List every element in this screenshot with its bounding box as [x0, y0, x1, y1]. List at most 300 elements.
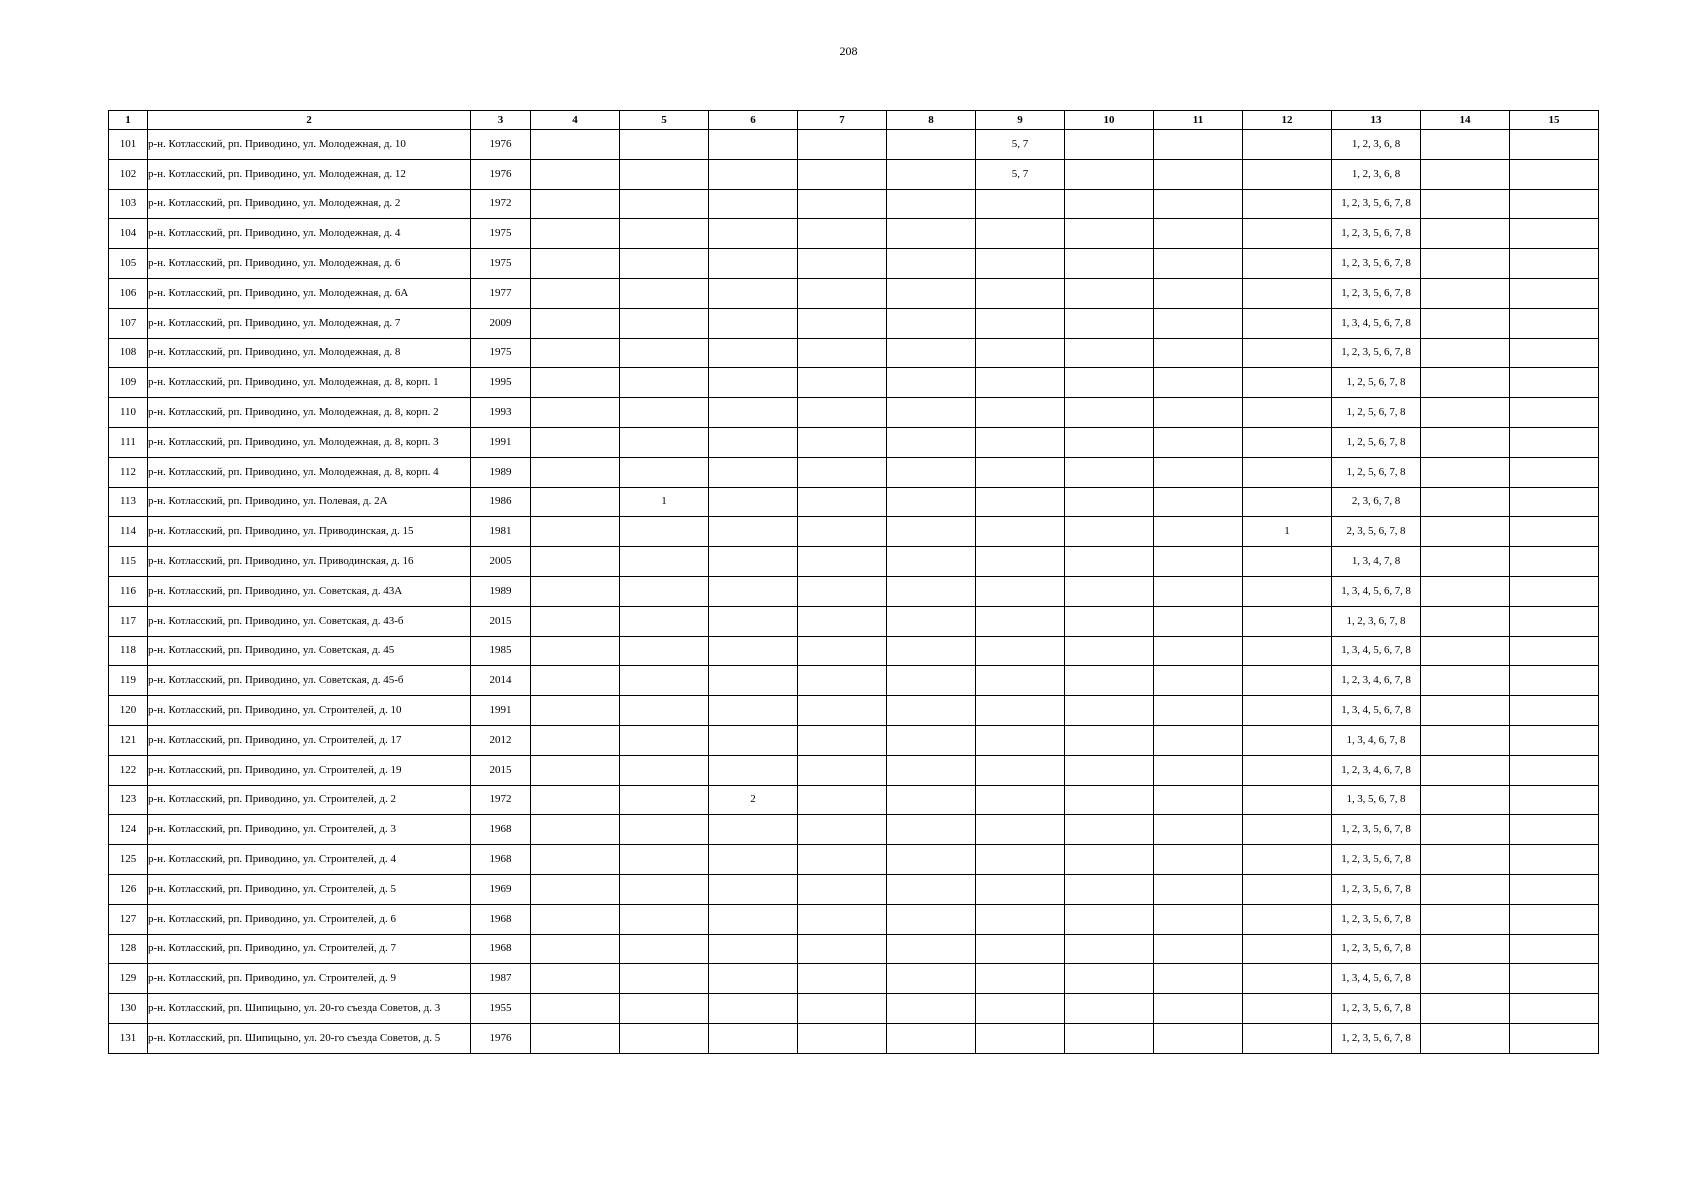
address-cell: р-н. Котласский, рп. Приводино, ул. Молодежная, д. 2	[148, 189, 471, 219]
col11-cell	[1154, 725, 1243, 755]
col9-cell	[976, 785, 1065, 815]
row-number: 104	[109, 219, 148, 249]
col15-cell	[1510, 904, 1599, 934]
col10-cell	[1065, 189, 1154, 219]
address-cell: р-н. Котласский, рп. Приводино, ул. Строителей, д. 9	[148, 964, 471, 994]
table-row	[109, 368, 1599, 398]
address-cell: р-н. Котласский, рп. Приводино, ул. Строителей, д. 6	[148, 904, 471, 934]
col5-cell	[620, 368, 709, 398]
address-cell: р-н. Котласский, рп. Приводино, ул. Приводинская, д. 16	[148, 547, 471, 577]
col13-cell: 1, 2, 3, 5, 6, 7, 8	[1332, 815, 1421, 845]
column-header-3: 3	[471, 111, 531, 130]
address-cell: р-н. Котласский, рп. Приводино, ул. Строителей, д. 2	[148, 785, 471, 815]
col15-cell	[1510, 547, 1599, 577]
col9-cell	[976, 427, 1065, 457]
address-cell: р-н. Котласский, рп. Шипицыно, ул. 20-го съезда Советов, д. 3	[148, 994, 471, 1024]
col11-cell	[1154, 1023, 1243, 1053]
col12-cell	[1243, 725, 1332, 755]
col12-cell	[1243, 755, 1332, 785]
col4-cell	[531, 934, 620, 964]
column-header-10: 10	[1065, 111, 1154, 130]
row-number: 123	[109, 785, 148, 815]
address-cell: р-н. Котласский, рп. Приводино, ул. Строителей, д. 17	[148, 725, 471, 755]
col11-cell	[1154, 994, 1243, 1024]
col10-cell	[1065, 368, 1154, 398]
col13-cell: 1, 2, 5, 6, 7, 8	[1332, 398, 1421, 428]
col5-cell	[620, 725, 709, 755]
col5-cell	[620, 130, 709, 160]
row-number: 124	[109, 815, 148, 845]
col14-cell	[1421, 964, 1510, 994]
col12-cell	[1243, 934, 1332, 964]
column-header-15: 15	[1510, 111, 1599, 130]
table-row	[109, 755, 1599, 785]
col11-cell	[1154, 219, 1243, 249]
col9-cell	[976, 219, 1065, 249]
col12-cell	[1243, 606, 1332, 636]
col13-cell: 1, 2, 3, 6, 8	[1332, 130, 1421, 160]
col7-cell	[798, 159, 887, 189]
col11-cell	[1154, 845, 1243, 875]
col8-cell	[887, 189, 976, 219]
col12-cell	[1243, 130, 1332, 160]
address-cell: р-н. Котласский, рп. Приводино, ул. Строителей, д. 5	[148, 874, 471, 904]
col5-cell	[620, 636, 709, 666]
row-number: 102	[109, 159, 148, 189]
col14-cell	[1421, 874, 1510, 904]
col10-cell	[1065, 934, 1154, 964]
row-number: 128	[109, 934, 148, 964]
col4-cell	[531, 785, 620, 815]
col9-cell	[976, 576, 1065, 606]
col14-cell	[1421, 398, 1510, 428]
col15-cell	[1510, 398, 1599, 428]
col4-cell	[531, 815, 620, 845]
col5-cell	[620, 308, 709, 338]
col10-cell	[1065, 398, 1154, 428]
row-number: 126	[109, 874, 148, 904]
col13-cell: 1, 3, 5, 6, 7, 8	[1332, 785, 1421, 815]
col9-cell	[976, 308, 1065, 338]
col9-cell	[976, 755, 1065, 785]
col10-cell	[1065, 606, 1154, 636]
col7-cell	[798, 696, 887, 726]
col11-cell	[1154, 785, 1243, 815]
col6-cell	[709, 696, 798, 726]
col4-cell	[531, 666, 620, 696]
col6-cell	[709, 874, 798, 904]
row-number: 122	[109, 755, 148, 785]
address-cell: р-н. Котласский, рп. Приводино, ул. Молодежная, д. 12	[148, 159, 471, 189]
col5-cell	[620, 189, 709, 219]
col12-cell	[1243, 666, 1332, 696]
col5-cell	[620, 874, 709, 904]
col13-cell: 1, 2, 3, 6, 7, 8	[1332, 606, 1421, 636]
col11-cell	[1154, 636, 1243, 666]
col13-cell: 1, 2, 5, 6, 7, 8	[1332, 427, 1421, 457]
col10-cell	[1065, 338, 1154, 368]
col13-cell: 1, 2, 3, 4, 6, 7, 8	[1332, 666, 1421, 696]
col4-cell	[531, 606, 620, 636]
col4-cell	[531, 964, 620, 994]
col8-cell	[887, 606, 976, 636]
col11-cell	[1154, 904, 1243, 934]
col14-cell	[1421, 785, 1510, 815]
col15-cell	[1510, 278, 1599, 308]
col7-cell	[798, 576, 887, 606]
table-row	[109, 874, 1599, 904]
col13-cell: 1, 3, 4, 7, 8	[1332, 547, 1421, 577]
col14-cell	[1421, 666, 1510, 696]
year-cell: 2015	[471, 755, 531, 785]
column-header-2: 2	[148, 111, 471, 130]
col5-cell	[620, 249, 709, 279]
col6-cell	[709, 964, 798, 994]
col13-cell: 1, 3, 4, 6, 7, 8	[1332, 725, 1421, 755]
year-cell: 1976	[471, 159, 531, 189]
col11-cell	[1154, 874, 1243, 904]
address-cell: р-н. Котласский, рп. Приводино, ул. Молодежная, д. 8, корп. 3	[148, 427, 471, 457]
column-header-9: 9	[976, 111, 1065, 130]
year-cell: 1969	[471, 874, 531, 904]
col12-cell	[1243, 994, 1332, 1024]
col11-cell	[1154, 159, 1243, 189]
col4-cell	[531, 994, 620, 1024]
col6-cell	[709, 338, 798, 368]
col6-cell	[709, 606, 798, 636]
column-header-14: 14	[1421, 111, 1510, 130]
col12-cell	[1243, 368, 1332, 398]
col15-cell	[1510, 308, 1599, 338]
col11-cell	[1154, 547, 1243, 577]
col9-cell	[976, 368, 1065, 398]
col10-cell	[1065, 845, 1154, 875]
col15-cell	[1510, 725, 1599, 755]
col7-cell	[798, 219, 887, 249]
column-header-12: 12	[1243, 111, 1332, 130]
year-cell: 1977	[471, 278, 531, 308]
col6-cell	[709, 308, 798, 338]
table-row	[109, 398, 1599, 428]
col7-cell	[798, 994, 887, 1024]
col6-cell	[709, 278, 798, 308]
col7-cell	[798, 874, 887, 904]
col7-cell	[798, 904, 887, 934]
col10-cell	[1065, 249, 1154, 279]
col10-cell	[1065, 815, 1154, 845]
row-number: 115	[109, 547, 148, 577]
col12-cell	[1243, 845, 1332, 875]
col9-cell	[976, 725, 1065, 755]
col14-cell	[1421, 606, 1510, 636]
address-cell: р-н. Котласский, рп. Приводино, ул. Молодежная, д. 8, корп. 1	[148, 368, 471, 398]
col6-cell	[709, 487, 798, 517]
col7-cell	[798, 308, 887, 338]
col11-cell	[1154, 517, 1243, 547]
col14-cell	[1421, 338, 1510, 368]
row-number: 125	[109, 845, 148, 875]
col12-cell	[1243, 1023, 1332, 1053]
col8-cell	[887, 338, 976, 368]
year-cell: 1968	[471, 934, 531, 964]
col5-cell	[620, 994, 709, 1024]
col14-cell	[1421, 427, 1510, 457]
header-row	[109, 111, 1599, 130]
col10-cell	[1065, 725, 1154, 755]
table-row	[109, 159, 1599, 189]
col13-cell: 2, 3, 5, 6, 7, 8	[1332, 517, 1421, 547]
address-cell: р-н. Котласский, рп. Приводино, ул. Молодежная, д. 8, корп. 4	[148, 457, 471, 487]
year-cell: 1989	[471, 576, 531, 606]
row-number: 130	[109, 994, 148, 1024]
row-number: 112	[109, 457, 148, 487]
col8-cell	[887, 725, 976, 755]
year-cell: 1991	[471, 696, 531, 726]
address-cell: р-н. Котласский, рп. Приводино, ул. Строителей, д. 10	[148, 696, 471, 726]
col11-cell	[1154, 487, 1243, 517]
col9-cell	[976, 1023, 1065, 1053]
col7-cell	[798, 130, 887, 160]
col8-cell	[887, 934, 976, 964]
col7-cell	[798, 368, 887, 398]
column-header-8: 8	[887, 111, 976, 130]
col6-cell	[709, 845, 798, 875]
col13-cell: 1, 3, 4, 5, 6, 7, 8	[1332, 636, 1421, 666]
col15-cell	[1510, 964, 1599, 994]
table-row	[109, 934, 1599, 964]
col4-cell	[531, 725, 620, 755]
row-number: 108	[109, 338, 148, 368]
address-cell: р-н. Котласский, рп. Приводино, ул. Строителей, д. 19	[148, 755, 471, 785]
col15-cell	[1510, 576, 1599, 606]
col11-cell	[1154, 666, 1243, 696]
table-row	[109, 666, 1599, 696]
col7-cell	[798, 398, 887, 428]
col10-cell	[1065, 517, 1154, 547]
table-row	[109, 785, 1599, 815]
year-cell: 1975	[471, 219, 531, 249]
col12-cell	[1243, 696, 1332, 726]
row-number: 105	[109, 249, 148, 279]
col5-cell	[620, 547, 709, 577]
col13-cell: 1, 3, 4, 5, 6, 7, 8	[1332, 308, 1421, 338]
col12-cell: 1	[1243, 517, 1332, 547]
col7-cell	[798, 338, 887, 368]
row-number: 120	[109, 696, 148, 726]
col5-cell	[620, 904, 709, 934]
col11-cell	[1154, 278, 1243, 308]
col5-cell	[620, 845, 709, 875]
address-cell: р-н. Котласский, рп. Приводино, ул. Советская, д. 45-б	[148, 666, 471, 696]
col12-cell	[1243, 576, 1332, 606]
address-cell: р-н. Котласский, рп. Приводино, ул. Молодежная, д. 6А	[148, 278, 471, 308]
col6-cell	[709, 159, 798, 189]
col10-cell	[1065, 308, 1154, 338]
col11-cell	[1154, 606, 1243, 636]
col12-cell	[1243, 457, 1332, 487]
col4-cell	[531, 696, 620, 726]
col12-cell	[1243, 338, 1332, 368]
col6-cell	[709, 934, 798, 964]
table-row	[109, 249, 1599, 279]
table-row	[109, 308, 1599, 338]
address-cell: р-н. Котласский, рп. Приводино, ул. Строителей, д. 3	[148, 815, 471, 845]
col11-cell	[1154, 368, 1243, 398]
col12-cell	[1243, 249, 1332, 279]
year-cell: 1968	[471, 845, 531, 875]
year-cell: 1975	[471, 338, 531, 368]
col4-cell	[531, 189, 620, 219]
column-header-11: 11	[1154, 111, 1243, 130]
col8-cell	[887, 696, 976, 726]
col15-cell	[1510, 130, 1599, 160]
col6-cell	[709, 427, 798, 457]
col10-cell	[1065, 130, 1154, 160]
col4-cell	[531, 457, 620, 487]
col13-cell: 1, 2, 3, 4, 6, 7, 8	[1332, 755, 1421, 785]
column-header-4: 4	[531, 111, 620, 130]
table-row	[109, 815, 1599, 845]
row-number: 118	[109, 636, 148, 666]
col8-cell	[887, 547, 976, 577]
col13-cell: 1, 2, 5, 6, 7, 8	[1332, 368, 1421, 398]
row-number: 101	[109, 130, 148, 160]
address-cell: р-н. Котласский, рп. Приводино, ул. Молодежная, д. 4	[148, 219, 471, 249]
col7-cell	[798, 1023, 887, 1053]
col10-cell	[1065, 576, 1154, 606]
col11-cell	[1154, 964, 1243, 994]
col9-cell	[976, 934, 1065, 964]
row-number: 117	[109, 606, 148, 636]
col8-cell	[887, 755, 976, 785]
col12-cell	[1243, 159, 1332, 189]
col11-cell	[1154, 130, 1243, 160]
col12-cell	[1243, 398, 1332, 428]
col7-cell	[798, 636, 887, 666]
col6-cell	[709, 398, 798, 428]
col15-cell	[1510, 249, 1599, 279]
row-number: 129	[109, 964, 148, 994]
col11-cell	[1154, 755, 1243, 785]
col8-cell	[887, 785, 976, 815]
col12-cell	[1243, 278, 1332, 308]
col10-cell	[1065, 666, 1154, 696]
col15-cell	[1510, 934, 1599, 964]
col6-cell	[709, 725, 798, 755]
table-row	[109, 845, 1599, 875]
year-cell: 1955	[471, 994, 531, 1024]
table-body	[109, 130, 1599, 1054]
col13-cell: 1, 2, 3, 6, 8	[1332, 159, 1421, 189]
col8-cell	[887, 457, 976, 487]
col7-cell	[798, 278, 887, 308]
table-row	[109, 130, 1599, 160]
col6-cell	[709, 457, 798, 487]
col9-cell	[976, 666, 1065, 696]
col7-cell	[798, 785, 887, 815]
col8-cell	[887, 517, 976, 547]
address-cell: р-н. Котласский, рп. Приводино, ул. Советская, д. 43А	[148, 576, 471, 606]
col11-cell	[1154, 308, 1243, 338]
col13-cell: 1, 2, 3, 5, 6, 7, 8	[1332, 338, 1421, 368]
col15-cell	[1510, 457, 1599, 487]
col10-cell	[1065, 994, 1154, 1024]
col15-cell	[1510, 755, 1599, 785]
col4-cell	[531, 338, 620, 368]
table-row	[109, 964, 1599, 994]
table-row	[109, 904, 1599, 934]
col4-cell	[531, 904, 620, 934]
col4-cell	[531, 487, 620, 517]
address-cell: р-н. Котласский, рп. Приводино, ул. Молодежная, д. 6	[148, 249, 471, 279]
col8-cell	[887, 845, 976, 875]
col15-cell	[1510, 636, 1599, 666]
page-number: 208	[839, 44, 858, 58]
col7-cell	[798, 964, 887, 994]
col6-cell	[709, 994, 798, 1024]
col11-cell	[1154, 457, 1243, 487]
col6-cell	[709, 636, 798, 666]
row-number: 116	[109, 576, 148, 606]
col10-cell	[1065, 547, 1154, 577]
col6-cell	[709, 815, 798, 845]
col11-cell	[1154, 934, 1243, 964]
row-number: 121	[109, 725, 148, 755]
col4-cell	[531, 159, 620, 189]
col7-cell	[798, 189, 887, 219]
row-number: 107	[109, 308, 148, 338]
col12-cell	[1243, 547, 1332, 577]
col15-cell	[1510, 815, 1599, 845]
col14-cell	[1421, 249, 1510, 279]
column-header-7: 7	[798, 111, 887, 130]
year-cell: 1968	[471, 815, 531, 845]
col9-cell	[976, 904, 1065, 934]
col15-cell	[1510, 487, 1599, 517]
year-cell: 1986	[471, 487, 531, 517]
col14-cell	[1421, 696, 1510, 726]
col9-cell: 5, 7	[976, 130, 1065, 160]
table-row	[109, 517, 1599, 547]
year-cell: 1985	[471, 636, 531, 666]
col4-cell	[531, 845, 620, 875]
table-row	[109, 547, 1599, 577]
col10-cell	[1065, 964, 1154, 994]
col13-cell: 1, 3, 4, 5, 6, 7, 8	[1332, 696, 1421, 726]
col5-cell	[620, 427, 709, 457]
col8-cell	[887, 666, 976, 696]
col13-cell: 1, 2, 3, 5, 6, 7, 8	[1332, 249, 1421, 279]
table-row	[109, 338, 1599, 368]
col9-cell	[976, 845, 1065, 875]
col8-cell	[887, 815, 976, 845]
col14-cell	[1421, 368, 1510, 398]
col14-cell	[1421, 755, 1510, 785]
col13-cell: 1, 2, 3, 5, 6, 7, 8	[1332, 904, 1421, 934]
col11-cell	[1154, 427, 1243, 457]
col15-cell	[1510, 845, 1599, 875]
col15-cell	[1510, 874, 1599, 904]
row-number: 110	[109, 398, 148, 428]
col8-cell	[887, 249, 976, 279]
row-number: 106	[109, 278, 148, 308]
address-cell: р-н. Котласский, рп. Приводино, ул. Молодежная, д. 8	[148, 338, 471, 368]
col15-cell	[1510, 1023, 1599, 1053]
col4-cell	[531, 517, 620, 547]
col4-cell	[531, 874, 620, 904]
col7-cell	[798, 934, 887, 964]
col5-cell	[620, 666, 709, 696]
